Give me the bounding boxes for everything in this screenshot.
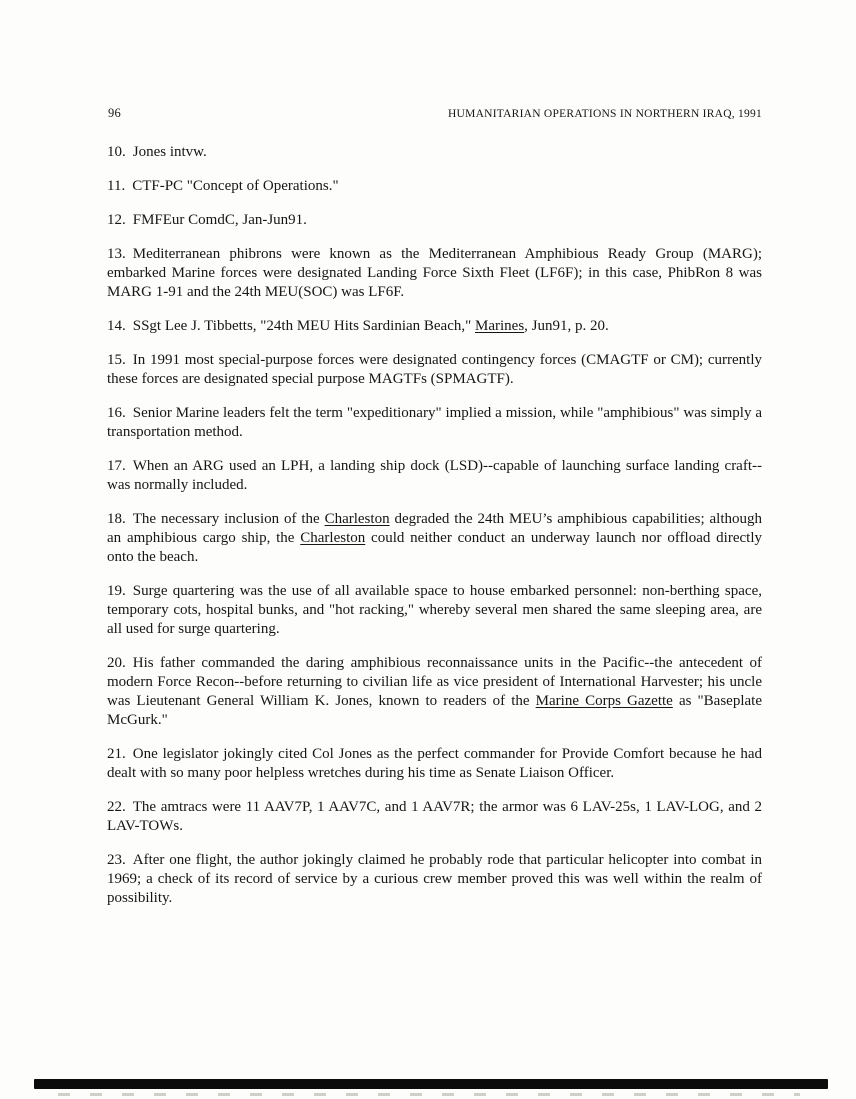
note-number: 12. bbox=[107, 212, 126, 228]
note-number: 22. bbox=[107, 799, 126, 815]
underlined-title: Marines bbox=[475, 318, 525, 334]
note-text: CTF-PC "Concept of Operations." bbox=[132, 178, 339, 194]
note-21 bbox=[107, 745, 762, 783]
note-23 bbox=[107, 851, 762, 908]
note-19 bbox=[107, 582, 762, 639]
note-text: FMFEur ComdC, Jan-Jun91. bbox=[132, 212, 307, 228]
note-number: 15. bbox=[107, 352, 126, 368]
note-text: degraded the 24th MEU’s amphibious capabilities; although an amphibious cargo ship, the bbox=[107, 511, 762, 546]
note-number: 16. bbox=[107, 405, 126, 421]
underlined-title: Marine Corps Gazette bbox=[535, 693, 673, 709]
note-number: 10. bbox=[107, 144, 126, 160]
note-number: 11. bbox=[107, 178, 126, 194]
note-18 bbox=[107, 510, 762, 567]
note-number: 23. bbox=[107, 852, 126, 868]
note-10 bbox=[107, 143, 762, 162]
note-text: Mediterranean phibrons were known as the Mediterranean Amphibious Ready Group (MARG); embarked Marine forces were designated Landing Force Sixth Fleet (LF6F); in this case, PhibRon 8 was MARG 1-91 and the 24th MEU(SOC) was LF6F. bbox=[107, 246, 762, 300]
note-text: When an ARG used an LPH, a landing ship dock (LSD)--capable of launching surface landing craft--was normally included. bbox=[107, 458, 762, 493]
note-13 bbox=[107, 245, 762, 302]
note-15 bbox=[107, 351, 762, 389]
scan-artifact-dashes bbox=[58, 1093, 800, 1096]
note-text: The amtracs were 11 AAV7P, 1 AAV7C, and 1 AAV7R; the armor was 6 LAV-25s, 1 LAV-LOG, and 2 LAV-TOWs. bbox=[107, 799, 762, 834]
note-number: 21. bbox=[107, 746, 126, 762]
note-text: After one flight, the author jokingly claimed he probably rode that particular helicopter into combat in 1969; a check of its record of service by a curious crew member proved this was well within the realm of possibility. bbox=[107, 852, 762, 906]
note-text: SSgt Lee J. Tibbetts, "24th MEU Hits Sardinian Beach," bbox=[132, 318, 475, 334]
note-16 bbox=[107, 404, 762, 442]
note-22 bbox=[107, 798, 762, 836]
note-text: In 1991 most special-purpose forces were designated contingency forces (CMAGTF or CM); currently these forces are designated special purpose MAGTFs (SPMAGTF). bbox=[107, 352, 762, 387]
page-header bbox=[108, 106, 762, 121]
note-number: 20. bbox=[107, 655, 126, 671]
note-text: His father commanded the daring amphibious reconnaissance units in the Pacific--the antecedent of modern Force Recon--before returning to civilian life as vice president of International Harvester; his uncle was Lieutenant General William K. Jones, known to readers of the bbox=[107, 655, 762, 709]
note-text: The necessary inclusion of the bbox=[132, 511, 325, 527]
note-number: 17. bbox=[107, 458, 126, 474]
note-text: One legislator jokingly cited Col Jones as the perfect commander for Provide Comfort because he had dealt with so many poor helpless wretches during his time as Senate Liaison Officer. bbox=[107, 746, 762, 781]
note-text: Jones intvw. bbox=[132, 144, 207, 160]
note-number: 14. bbox=[107, 318, 126, 334]
notes-list bbox=[107, 143, 762, 923]
note-20 bbox=[107, 654, 762, 730]
underlined-title: Charleston bbox=[324, 511, 390, 527]
note-12 bbox=[107, 211, 762, 230]
note-number: 19. bbox=[107, 583, 126, 599]
note-number: 18. bbox=[107, 511, 126, 527]
note-number: 13. bbox=[107, 246, 126, 262]
note-text: Senior Marine leaders felt the term "expeditionary" implied a mission, while "amphibious" was simply a transportation method. bbox=[107, 405, 762, 440]
note-text: as "Baseplate McGurk." bbox=[107, 693, 762, 728]
note-11 bbox=[107, 177, 762, 196]
note-text: , Jun91, p. 20. bbox=[524, 318, 609, 334]
underlined-title: Charleston bbox=[300, 530, 366, 546]
note-text: Surge quartering was the use of all available space to house embarked personnel: non-berthing space, temporary cots, hospital bunks, and "hot racking," whereby several men shared the same sleeping area, are all used for surge quartering. bbox=[107, 583, 762, 637]
running-header: HUMANITARIAN OPERATIONS IN NORTHERN IRAQ, 1991 bbox=[448, 108, 762, 120]
note-17 bbox=[107, 457, 762, 495]
scan-artifact-bar bbox=[34, 1079, 828, 1089]
page-number: 96 bbox=[108, 106, 122, 120]
note-text: could neither conduct an underway launch nor offload directly onto the beach. bbox=[107, 530, 762, 565]
note-14 bbox=[107, 317, 762, 336]
